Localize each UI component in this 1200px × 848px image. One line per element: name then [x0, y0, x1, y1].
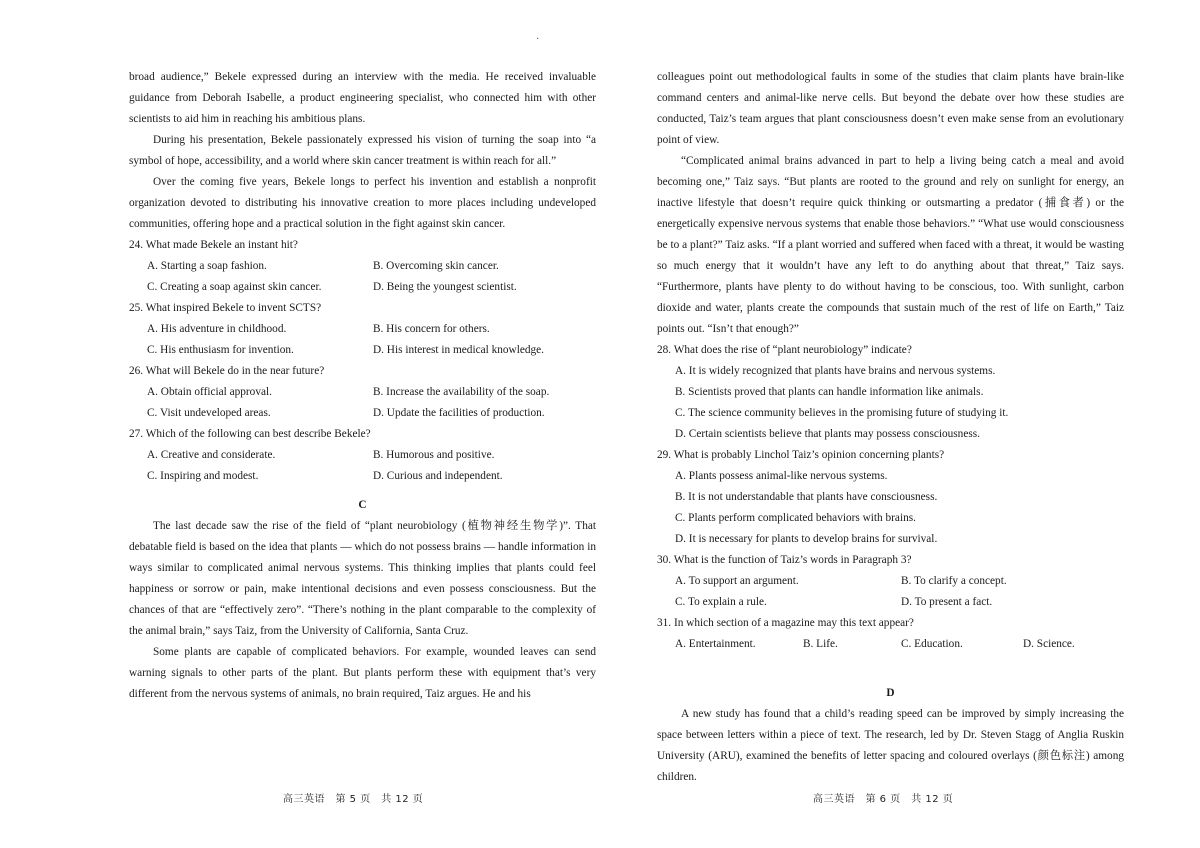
question-stem: 27. Which of the following can best describe Bekele? — [129, 428, 371, 440]
right-page-column — [657, 67, 1124, 788]
page-footer-left: 高三英语 第 5 页 共 12 页 — [283, 794, 424, 805]
option-d[interactable]: D. Science. — [1023, 638, 1075, 650]
left-page-column — [129, 67, 596, 705]
option-c[interactable]: C. Education. — [901, 638, 963, 650]
option-c[interactable]: C. Inspiring and modest. — [147, 470, 259, 482]
question-28 — [657, 340, 1124, 445]
option-d[interactable]: D. To present a fact. — [901, 596, 993, 608]
section-heading-d: D — [886, 687, 895, 699]
option-b[interactable]: B. Overcoming skin cancer. — [373, 260, 499, 272]
option-d[interactable]: D. Certain scientists believe that plants may possess consciousness. — [675, 428, 980, 440]
option-b[interactable]: B. His concern for others. — [373, 323, 490, 335]
passage-c-paragraph: colleagues point out methodological faults in some of the studies that claim plants have brain-like command centers and animal-like nerve cells. But beyond the debate over how these studies are conducted, Taiz’s team argues that plant consciousness doesn’t even make sense from an evolutionary point of view. — [657, 71, 1124, 146]
page-footer-right: 高三英语 第 6 页 共 12 页 — [813, 794, 954, 805]
question-stem: 31. In which section of a magazine may this text appear? — [657, 617, 914, 629]
question-options — [129, 445, 596, 487]
passage-d-paragraph: A new study has found that a child’s reading speed can be improved by simply increasing the space between letters within a piece of text. The research, led by Dr. Steven Stagg of Anglia Ruskin University (ARU), examined the benefits of letter spacing and coloured overlays (颜色标注) among children. — [657, 708, 1124, 783]
passage-b-paragraph: Over the coming five years, Bekele longs to perfect his invention and establish a nonprofit organization devoted to distributing his innovative creation to more places including undeveloped communities, offering hope and a practical solution in the fight against skin cancer. — [129, 176, 596, 230]
option-a[interactable]: A. It is widely recognized that plants have brains and nervous systems. — [675, 365, 996, 377]
question-stem: 29. What is probably Linchol Taiz’s opinion concerning plants? — [657, 449, 945, 461]
question-stem: 25. What inspired Bekele to invent SCTS? — [129, 302, 322, 314]
passage-b-paragraph: broad audience,” Bekele expressed during an interview with the media. He received invaluable guidance from Deborah Isabelle, a product engineering specialist, who connected him with other scientists to aid him in reaching his ambitious plans. — [129, 71, 596, 125]
option-c[interactable]: C. Plants perform complicated behaviors with brains. — [675, 512, 916, 524]
question-options — [657, 634, 1124, 655]
question-30 — [657, 550, 1124, 613]
top-mark: · — [536, 34, 540, 45]
question-24 — [129, 235, 596, 298]
option-a[interactable]: A. Plants possess animal-like nervous systems. — [675, 470, 888, 482]
section-spacer — [657, 655, 1124, 675]
question-stem: 24. What made Bekele an instant hit? — [129, 239, 298, 251]
option-c[interactable]: C. The science community believes in the promising future of studying it. — [675, 407, 1009, 419]
option-a[interactable]: A. Entertainment. — [675, 638, 756, 650]
question-options — [657, 571, 1124, 613]
option-d[interactable]: D. Update the facilities of production. — [373, 407, 545, 419]
option-d[interactable]: D. It is necessary for plants to develop brains for survival. — [675, 533, 938, 545]
passage-c-paragraph: The last decade saw the rise of the field of “plant neurobiology (植物神经生物学)”. That debatable field is based on the idea that plants — which do not possess brains — handle information in ways similar to complicated animal nervous systems. This thinking implies that plants could feel happiness or sorrow or pain, make intentional decisions and even possess consciousness. But the chances of that are “effectively zero”. “There’s nothing in the plant comparable to the complexity of the animal brain,” says Taiz, from the University of California, Santa Cruz. — [129, 520, 596, 637]
option-c[interactable]: C. Visit undeveloped areas. — [147, 407, 271, 419]
option-a[interactable]: A. His adventure in childhood. — [147, 323, 287, 335]
question-options — [129, 256, 596, 298]
option-d[interactable]: D. His interest in medical knowledge. — [373, 344, 544, 356]
option-b[interactable]: B. It is not understandable that plants have consciousness. — [675, 491, 938, 503]
option-b[interactable]: B. Life. — [803, 638, 838, 650]
option-d[interactable]: D. Curious and independent. — [373, 470, 503, 482]
question-31 — [657, 613, 1124, 655]
question-options — [657, 361, 1124, 445]
question-options — [129, 382, 596, 424]
option-a[interactable]: A. Creative and considerate. — [147, 449, 276, 461]
option-c[interactable]: C. His enthusiasm for invention. — [147, 344, 294, 356]
passage-c-paragraph: “Complicated animal brains advanced in part to help a living being catch a meal and avoid becoming one,” Taiz says. “But plants are rooted to the ground and rely on sunlight for energy, an inactive lifestyle that doesn’t require quick thinking or outsmarting a predator (捕食者) or the energetically expensive nervous systems that enable those behaviors.” “What use would consciousness be to a plant?” Taiz asks. “If a plant worried and suffered when faced with a threat, it would be wasting so much energy that it wouldn’t have any left to do anything about that threat,” Taiz says. “Furthermore, plants have plenty to do without having to be conscious, too. With sunlight, carbon dioxide and water, plants create the compounds that sustain much of the rest of life on Earth,” Taiz points out. “Isn’t that enough?” — [657, 155, 1124, 335]
option-a[interactable]: A. To support an argument. — [675, 575, 799, 587]
question-stem: 30. What is the function of Taiz’s words in Paragraph 3? — [657, 554, 912, 566]
option-a[interactable]: A. Starting a soap fashion. — [147, 260, 267, 272]
question-27 — [129, 424, 596, 487]
passage-c-paragraph: Some plants are capable of complicated behaviors. For example, wounded leaves can send warning signals to other parts of the plant. But plants perform these with equipment that’s very different from the nervous systems of animals, no brain required, Taiz argues. He and his — [129, 646, 596, 700]
question-25 — [129, 298, 596, 361]
question-stem: 28. What does the rise of “plant neurobiology” indicate? — [657, 344, 912, 356]
option-b[interactable]: B. Humorous and positive. — [373, 449, 495, 461]
question-options — [657, 466, 1124, 550]
option-c[interactable]: C. To explain a rule. — [675, 596, 767, 608]
question-26 — [129, 361, 596, 424]
question-options — [129, 319, 596, 361]
option-b[interactable]: B. Increase the availability of the soap. — [373, 386, 550, 398]
option-c[interactable]: C. Creating a soap against skin cancer. — [147, 281, 322, 293]
passage-b-paragraph: During his presentation, Bekele passionately expressed his vision of turning the soap into “a symbol of hope, accessibility, and a world where skin cancer treatment is within reach for all.” — [129, 134, 596, 167]
option-a[interactable]: A. Obtain official approval. — [147, 386, 272, 398]
section-heading-c: C — [358, 499, 367, 511]
question-29 — [657, 445, 1124, 550]
option-b[interactable]: B. Scientists proved that plants can handle information like animals. — [675, 386, 984, 398]
option-d[interactable]: D. Being the youngest scientist. — [373, 281, 517, 293]
option-b[interactable]: B. To clarify a concept. — [901, 575, 1007, 587]
question-stem: 26. What will Bekele do in the near future? — [129, 365, 325, 377]
